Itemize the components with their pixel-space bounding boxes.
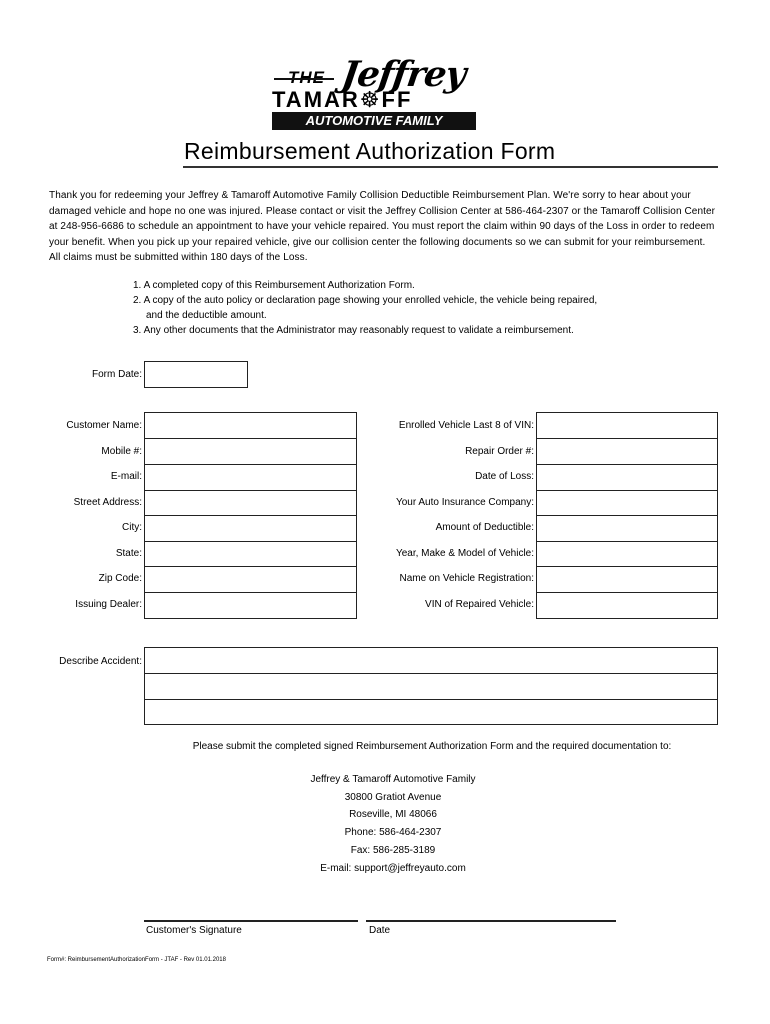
list-item: 2. A copy of the auto policy or declaration page showing your enrolled vehicle, the vehicle being repaired, [133,295,598,306]
submit-instructions: Please submit the completed signed Reimbursement Authorization Form and the required documentation to: [192,741,672,752]
issuing-dealer-input[interactable] [144,592,357,619]
address-city: Roseville, MI 48066 [349,809,437,820]
deductible-amount-input[interactable] [536,515,718,542]
email-label: E-mail: [110,471,142,482]
vin-last8-input[interactable] [536,412,718,439]
logo-tamaroff-text: TAMAR☸FF [272,87,413,112]
city-label: City: [122,522,142,533]
vin-last8-label: Enrolled Vehicle Last 8 of VIN: [398,420,534,431]
form-date-label: Form Date: [91,369,142,380]
zip-code-input[interactable] [144,566,357,593]
address-email: E-mail: support@jeffreyauto.com [320,863,466,874]
customer-name-label: Customer Name: [66,420,142,431]
date-of-loss-label: Date of Loss: [475,471,534,482]
vehicle-ymm-label: Year, Make & Model of Vehicle: [395,548,534,559]
intro-paragraph [49,188,719,266]
customer-name-input[interactable] [144,412,357,439]
signature-label: Customer's Signature [146,925,242,936]
deductible-amount-label: Amount of Deductible: [435,522,534,533]
street-address-input[interactable] [144,490,357,517]
insurance-company-label: Your Auto Insurance Company: [395,497,534,508]
logo-underline [274,78,334,80]
describe-accident-line-2[interactable] [144,673,718,700]
registration-name-input[interactable] [536,566,718,593]
date-label: Date [369,925,391,936]
zip-code-label: Zip Code: [98,573,142,584]
title-divider [183,166,718,168]
signature-line[interactable] [144,920,358,922]
city-input[interactable] [144,515,357,542]
mobile-label: Mobile #: [101,446,142,457]
state-label: State: [115,548,142,559]
date-of-loss-input[interactable] [536,464,718,491]
address-street: 30800 Gratiot Avenue [344,792,442,803]
company-logo [270,56,480,132]
logo-jeffrey-text: Jeffrey [339,54,468,95]
issuing-dealer-label: Issuing Dealer: [75,599,142,610]
describe-accident-label: Describe Accident: [59,656,142,667]
insurance-company-input[interactable] [536,490,718,517]
form-date-input[interactable] [144,361,248,388]
registration-name-label: Name on Vehicle Registration: [399,573,534,584]
mobile-input[interactable] [144,438,357,465]
list-item: 3. Any other documents that the Administrator may reasonably request to validate a reimbursement. [133,325,574,336]
form-number: Form#: ReimbursementAuthorizationForm - JTAF - Rev 01.01.2018 [47,957,226,963]
intro-text: Thank you for redeeming your Jeffrey & Tamaroff Automotive Family Collision Deductible Reimbursement Plan. We're sorry to hear about your damaged vehicle and hope no one was injured. Please contact or visit the Jeffrey Collision Center at 586-464-2307 or the Tamaroff Collision Center at 248-956-6686 to schedule an appointment to have your vehicle repaired. You must report the claim within 90 days of the Loss in order to redeem your benefit. When you pick up your repaired vehicle, give our collision center the following documents so we can submit for your reimbursement. All claims must be submitted within 180 days of the Loss. [49,190,716,263]
repaired-vin-input[interactable] [536,592,718,619]
describe-accident-line-3[interactable] [144,699,718,725]
repair-order-input[interactable] [536,438,718,465]
repair-order-label: Repair Order #: [465,446,534,457]
email-input[interactable] [144,464,357,491]
repaired-vin-label: VIN of Repaired Vehicle: [425,599,534,610]
address-company: Jeffrey & Tamaroff Automotive Family [310,774,476,785]
describe-accident-line-1[interactable] [144,647,718,674]
address-fax: Fax: 586-285-3189 [350,845,436,856]
list-item: and the deductible amount. [146,310,267,321]
page-title: Reimbursement Authorization Form [184,138,556,164]
requirements-list [133,278,693,338]
address-phone: Phone: 586-464-2307 [344,827,442,838]
vehicle-ymm-input[interactable] [536,541,718,568]
street-address-label: Street Address: [73,497,142,508]
state-input[interactable] [144,541,357,568]
logo-family-banner: AUTOMOTIVE FAMILY [272,112,476,130]
list-item: 1. A completed copy of this Reimbursement Authorization Form. [133,280,415,291]
date-line[interactable] [366,920,616,922]
